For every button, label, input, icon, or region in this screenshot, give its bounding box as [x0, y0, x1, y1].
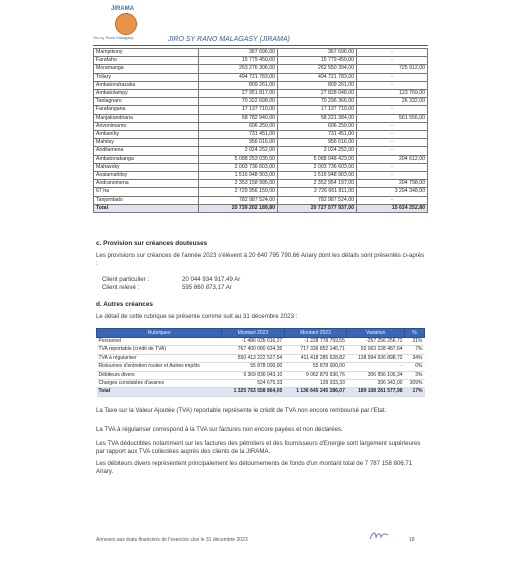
- table-cell: -: [357, 122, 428, 130]
- table-cell: 128 333,33: [284, 380, 347, 388]
- table-cell: Farafangana: [94, 106, 199, 114]
- table-cell: 17 137 710,00: [199, 106, 278, 114]
- page-number: 18: [409, 537, 415, 543]
- table-cell: 34%: [405, 354, 425, 362]
- table-cell: 3%: [405, 371, 425, 379]
- table-cell: Personnel: [97, 338, 222, 346]
- table-total-row: [94, 204, 428, 212]
- table-total-row: [97, 388, 425, 396]
- section-c-text: Les provisions sur créances de l'année 2023 s'élèvent à 20 640 795 790,66 Ariary dont les détails sont présentés ci-après :: [96, 252, 425, 268]
- table-cell: 58 221 384,00: [278, 114, 357, 122]
- table-cell: 725 912,00: [357, 65, 428, 73]
- table-cell: 367 696,00: [278, 49, 357, 57]
- table-cell: 17 137 710,00: [278, 106, 357, 114]
- table-cell: 809 261,00: [199, 81, 278, 89]
- table-cell: 263 276 306,00: [199, 65, 278, 73]
- column-header: Montant 2022: [284, 329, 347, 338]
- signature-icon: [368, 529, 390, 543]
- table-cell: Moramanga: [94, 65, 199, 73]
- table-cell: Toliary: [94, 73, 199, 81]
- table-cell: 524 675,33: [222, 380, 285, 388]
- table-cell: 3 294 348,00: [357, 188, 428, 196]
- table-cell: Total: [97, 388, 222, 396]
- table-cell: 1 516 948 903,00: [199, 172, 278, 180]
- table-cell: 0%: [405, 363, 425, 371]
- table-cell: 809 261,00: [278, 81, 357, 89]
- table-cell: -: [357, 131, 428, 139]
- table-cell: 55 878 000,00: [222, 363, 285, 371]
- table-cell: Manjakandriana: [94, 114, 199, 122]
- table-cell: 15 779 450,00: [278, 57, 357, 65]
- table-cell: Ristournes d'entretien routier et Autres impôts: [97, 363, 222, 371]
- column-header: Rubriques: [97, 329, 222, 338]
- client-releve-line: [102, 284, 232, 292]
- table-row: [94, 180, 428, 188]
- table-row: [97, 338, 425, 346]
- table-cell: 396 342,00: [347, 380, 405, 388]
- table-cell: 21%: [405, 338, 425, 346]
- table-row: [97, 363, 425, 371]
- table-cell: 70 322 698,00: [199, 98, 278, 106]
- table-cell: 9 062 879 936,76: [284, 371, 347, 379]
- table-cell: 411 418 285 628,82: [284, 354, 347, 362]
- table-row: [94, 172, 428, 180]
- table-cell: 50 063 228 487,64: [347, 346, 405, 354]
- section-c-heading: c. Provision sur créances douteuses: [96, 240, 208, 247]
- table-cell: 2 024 252,00: [278, 147, 357, 155]
- table-cell: -1 228 778 759,55: [284, 338, 347, 346]
- header-divider: [93, 45, 428, 46]
- table-cell: Total: [94, 204, 199, 212]
- table-cell: 2 003 736 603,00: [278, 163, 357, 171]
- client-releve-value: 595 860 873,17 Ar: [182, 284, 232, 291]
- table-cell: Ambanihy: [94, 131, 199, 139]
- table-row: [94, 49, 428, 57]
- table-cell: Taolagnaro: [94, 98, 199, 106]
- paragraph-tva-reportable: La Taxe sur la Valeur Ajoutée (TVA) reportable représente le crédit de TVA non encore remboursé par l'Etat.: [96, 407, 387, 414]
- table-cell: 27 951 817,00: [199, 90, 278, 98]
- table-row: [94, 122, 428, 130]
- table-cell: 204 798,00: [357, 180, 428, 188]
- table-cell: 138 994 936 898,72: [347, 354, 405, 362]
- table-cell: 731 451,00: [199, 131, 278, 139]
- table-cell: Arivonimamo: [94, 122, 199, 130]
- column-header: Variation: [347, 329, 405, 338]
- table-cell: -1 486 035 016,27: [222, 338, 285, 346]
- paragraph-tva-regulariser: La TVA à régulariser correspond à la TVA sur factures non encore payées et non déclarées.: [96, 426, 343, 433]
- table-cell: 2 003 736 603,00: [199, 163, 278, 171]
- autres-creances-table: [96, 328, 425, 397]
- table-row: [97, 354, 425, 362]
- table-cell: Ambatondrazaka: [94, 81, 199, 89]
- table-cell: Ambatonakanga: [94, 155, 199, 163]
- table-cell: 717 336 852 146,71: [284, 346, 347, 354]
- table-cell: 262 550 394,00: [278, 65, 357, 73]
- table-cell: TVA reportable (crédit de TVA): [97, 346, 222, 354]
- table-cell: 9 369 836 043,10: [222, 371, 285, 379]
- footer-text: Annexes aux états financiers de l'exercice clos le 31 décembre 2023: [96, 537, 248, 543]
- client-particulier-label: Client particulier :: [102, 276, 150, 283]
- table-row: [94, 139, 428, 147]
- jirama-logo: [93, 6, 163, 42]
- table-row: [94, 196, 428, 204]
- table-cell: -: [357, 57, 428, 65]
- table-cell: 2 729 956 159,00: [199, 188, 278, 196]
- table-cell: 561 556,00: [357, 114, 428, 122]
- table-cell: 5 088 253 035,00: [199, 155, 278, 163]
- table-cell: Débiteurs divers: [97, 371, 222, 379]
- table-cell: 17%: [405, 388, 425, 396]
- table-cell: -257 256 256,72: [347, 338, 405, 346]
- table-cell: 367 696,00: [199, 49, 278, 57]
- table-cell: TVA à régulariser: [97, 354, 222, 362]
- table-cell: -: [357, 147, 428, 155]
- section-d-text: Le détail de cette rubrique se présente comme suit au 31 décembre 2023 :: [96, 313, 298, 320]
- table-cell: 306 956 106,34: [347, 371, 405, 379]
- table-row: [94, 90, 428, 98]
- table-cell: Analamahitsy: [94, 172, 199, 180]
- table-row: [94, 65, 428, 73]
- table-cell: 606 259,00: [278, 122, 357, 130]
- table-cell: 309%: [405, 380, 425, 388]
- table-row: [94, 147, 428, 155]
- logo-mark-icon: [115, 13, 137, 35]
- table-cell: Mahavoky: [94, 163, 199, 171]
- table-cell: 782 987 524,00: [278, 196, 357, 204]
- table-cell: 731 451,00: [278, 131, 357, 139]
- table-cell: Mampikony: [94, 49, 199, 57]
- table-cell: 956 016,00: [199, 139, 278, 147]
- table-cell: 550 413 222 527,54: [222, 354, 285, 362]
- table-cell: -: [347, 363, 405, 371]
- table-cell: 20 739 202 189,80: [199, 204, 278, 212]
- table-row: [97, 380, 425, 388]
- table-cell: 70 296 366,00: [278, 98, 357, 106]
- table-cell: -: [357, 139, 428, 147]
- table-row: [94, 131, 428, 139]
- table-cell: 956 016,00: [278, 139, 357, 147]
- table-cell: Tanjombato: [94, 196, 199, 204]
- table-cell: 26 332,00: [357, 98, 428, 106]
- table-cell: 27 828 048,00: [278, 90, 357, 98]
- table-cell: Charges constatées d'avance: [97, 380, 222, 388]
- table-row: [94, 81, 428, 89]
- table-row: [94, 188, 428, 196]
- table-cell: 1 325 753 558 864,05: [222, 388, 285, 396]
- table-cell: 7%: [405, 346, 425, 354]
- page-header-title: JIRO SY RANO MALAGASY (JIRAMA): [168, 36, 290, 43]
- table-cell: 2 024 252,00: [199, 147, 278, 155]
- table-cell: 20 727 577 937,00: [278, 204, 357, 212]
- table-cell: Mahitsy: [94, 139, 199, 147]
- table-cell: -: [357, 49, 428, 57]
- table-cell: 2 353 158 995,00: [199, 180, 278, 188]
- column-header: %: [405, 329, 425, 338]
- table-cell: 204 612,00: [357, 155, 428, 163]
- table-row: [94, 73, 428, 81]
- paragraph-debiteurs-divers: Les débiteurs divers représentent principalement les détournements de fonds d'un montant total de 7 787 158 806,71 Ariary.: [96, 460, 413, 476]
- table-cell: -: [357, 172, 428, 180]
- paragraph-tva-deductibles: Les TVA déductibles notamment sur les factures des pétroliers et des fournisseurs d'Energie sont largement supérieures par rapport aux TVA collectées auprès des clients de la JIRAMA.: [96, 440, 421, 456]
- table-row: [94, 155, 428, 163]
- table-row: [94, 57, 428, 65]
- table-row: [94, 114, 428, 122]
- collections-table: [93, 48, 428, 213]
- section-d-heading: d. Autres créances: [96, 301, 153, 308]
- table-cell: 2 352 954 197,00: [278, 180, 357, 188]
- column-header: Montant 2023: [222, 329, 285, 338]
- logo-text: JIRAMA: [111, 6, 135, 12]
- client-releve-label: Client relevé :: [102, 284, 140, 291]
- table-row: [94, 163, 428, 171]
- table-cell: Farafaho: [94, 57, 199, 65]
- table-cell: -: [357, 196, 428, 204]
- logo-subtitle: Jiro sy Rano Malagasy: [93, 35, 134, 40]
- table-cell: 494 721 783,00: [199, 73, 278, 81]
- table-cell: 782 987 524,00: [199, 196, 278, 204]
- table-cell: Andranomena: [94, 180, 199, 188]
- table-cell: Andilamena: [94, 147, 199, 155]
- table-cell: 189 108 261 577,98: [347, 388, 405, 396]
- table-cell: -: [357, 81, 428, 89]
- table-cell: -: [357, 163, 428, 171]
- table-row: [97, 346, 425, 354]
- table-cell: Ambatolampy: [94, 90, 199, 98]
- table-row: [94, 106, 428, 114]
- table-cell: 67 ha: [94, 188, 199, 196]
- table-row: [94, 98, 428, 106]
- client-particulier-value: 20 044 934 917,49 Ar: [182, 276, 241, 283]
- table-cell: -: [357, 106, 428, 114]
- table-cell: 55 878 000,00: [284, 363, 347, 371]
- table-row: [97, 371, 425, 379]
- table-cell: 1 516 948 903,00: [278, 172, 357, 180]
- table-cell: 2 726 661 811,00: [278, 188, 357, 196]
- table-cell: 15 779 450,00: [199, 57, 278, 65]
- table-cell: 1 136 645 245 286,07: [284, 388, 347, 396]
- table-cell: 5 088 048 423,00: [278, 155, 357, 163]
- table-cell: 15 624 252,80: [357, 204, 428, 212]
- table-cell: -: [357, 73, 428, 81]
- table-cell: 123 769,00: [357, 90, 428, 98]
- table-cell: 606 259,00: [199, 122, 278, 130]
- table-cell: 58 782 940,00: [199, 114, 278, 122]
- table-cell: 494 721 783,00: [278, 73, 357, 81]
- table-cell: 767 400 080 634,35: [222, 346, 285, 354]
